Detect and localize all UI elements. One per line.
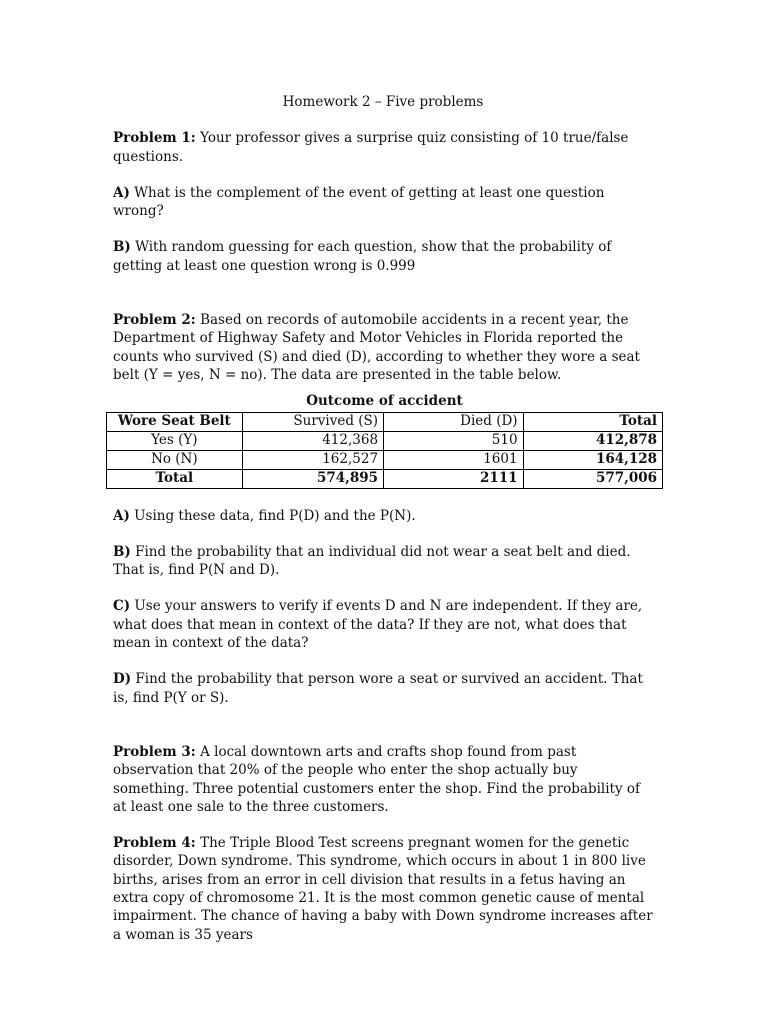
document-title: Homework 2 – Five problems — [282, 94, 484, 110]
problem-2b — [113, 543, 653, 580]
problem-1a-label: A) — [113, 184, 130, 201]
problem-1-statement — [113, 129, 653, 166]
problem-2-text: Based on records of automobile accidents in a recent year, the Department of Highway Safety and Motor Vehicles in Florida reported the counts who survived (S) and died (D), according to whether they wore a seat belt (Y = yes, N = no). The data are presented in the table below. — [113, 312, 640, 383]
problem-3-statement — [113, 743, 653, 816]
problem-2d — [113, 670, 653, 707]
accident-table — [106, 412, 663, 489]
problem-2b-text: Find the probability that an individual did not wear a seat belt and died. That is, find P(N and D). — [113, 543, 631, 579]
problem-4-text: The Triple Blood Test screens pregnant women for the genetic disorder, Down syndrome. This syndrome, which occurs in about 1 in 800 live births, arises from an error in cell division that results in a fetus having an extra copy of chromosome 21. It is the most common genetic cause of mental impairment. The chance of having a baby with Down syndrome increases after a woman is 35 years — [113, 835, 653, 943]
problem-3-text: A local downtown arts and crafts shop found from past observation that 20% of the people who enter the shop actually buy something. Three potential customers enter the shop. Find the probability of at least one sale to the three customers. — [113, 743, 641, 815]
table-cell: 577,006 — [523, 469, 662, 488]
table-cell: 574,895 — [242, 469, 383, 488]
problem-2b-label: B) — [113, 543, 131, 560]
table-cell: 2111 — [384, 469, 524, 488]
problem-2d-label: D) — [113, 671, 132, 688]
problem-2-statement — [113, 311, 653, 384]
table-row — [107, 450, 663, 469]
problem-2d-text: Find the probability that person wore a seat or survived an accident. That is, find P(Y or S). — [113, 671, 643, 706]
table-header-cell: Wore Seat Belt — [107, 412, 243, 431]
table-row-total — [107, 469, 663, 488]
table-cell: 412,878 — [523, 431, 662, 450]
table-cell: 412,368 — [242, 431, 383, 450]
problem-1a-text: What is the complement of the event of getting at least one question wrong? — [113, 184, 605, 220]
problem-2c-label: C) — [113, 598, 131, 615]
table-cell: 164,128 — [523, 450, 662, 469]
table-cell: No (N) — [107, 450, 243, 469]
problem-1a — [113, 184, 653, 221]
table-cell: 162,527 — [242, 450, 383, 469]
problem-4-label: Problem 4: — [113, 835, 196, 852]
table-cell: 1601 — [384, 450, 524, 469]
problem-2a — [113, 507, 653, 525]
problem-2-label: Problem 2: — [113, 312, 196, 329]
problem-1-label: Problem 1: — [113, 130, 196, 147]
table-header-cell: Died (D) — [384, 412, 524, 431]
table-row — [107, 431, 663, 450]
problem-1b-text: With random guessing for each question, show that the probability of getting at least one question wrong is 0.999 — [113, 239, 612, 274]
problem-2a-text: Using these data, find P(D) and the P(N). — [129, 507, 416, 524]
table-header-cell: Total — [523, 412, 662, 431]
table-cell: 510 — [384, 431, 524, 450]
table-cell: Total — [107, 469, 243, 488]
spacer — [113, 293, 653, 311]
document-page — [113, 93, 657, 962]
table-caption: Outcome of accident — [306, 393, 463, 410]
accident-table-wrapper — [106, 392, 663, 488]
problem-1b — [113, 238, 653, 275]
problem-2a-label: A) — [113, 507, 130, 524]
problem-2c-text: Use your answers to verify if events D and N are independent. If they are, what does that mean in context of the data? If they are not, what does that mean in context of the data? — [113, 598, 643, 652]
problem-3-label: Problem 3: — [113, 743, 196, 760]
spacer — [113, 725, 653, 743]
problem-4-statement — [113, 834, 653, 944]
table-header-cell: Survived (S) — [242, 412, 383, 431]
table-cell: Yes (Y) — [107, 431, 243, 450]
problem-1-text: Your professor gives a surprise quiz consisting of 10 true/false questions. — [113, 130, 629, 165]
table-header-row — [107, 412, 663, 431]
problem-1b-label: B) — [113, 239, 131, 256]
problem-2c — [113, 597, 653, 652]
